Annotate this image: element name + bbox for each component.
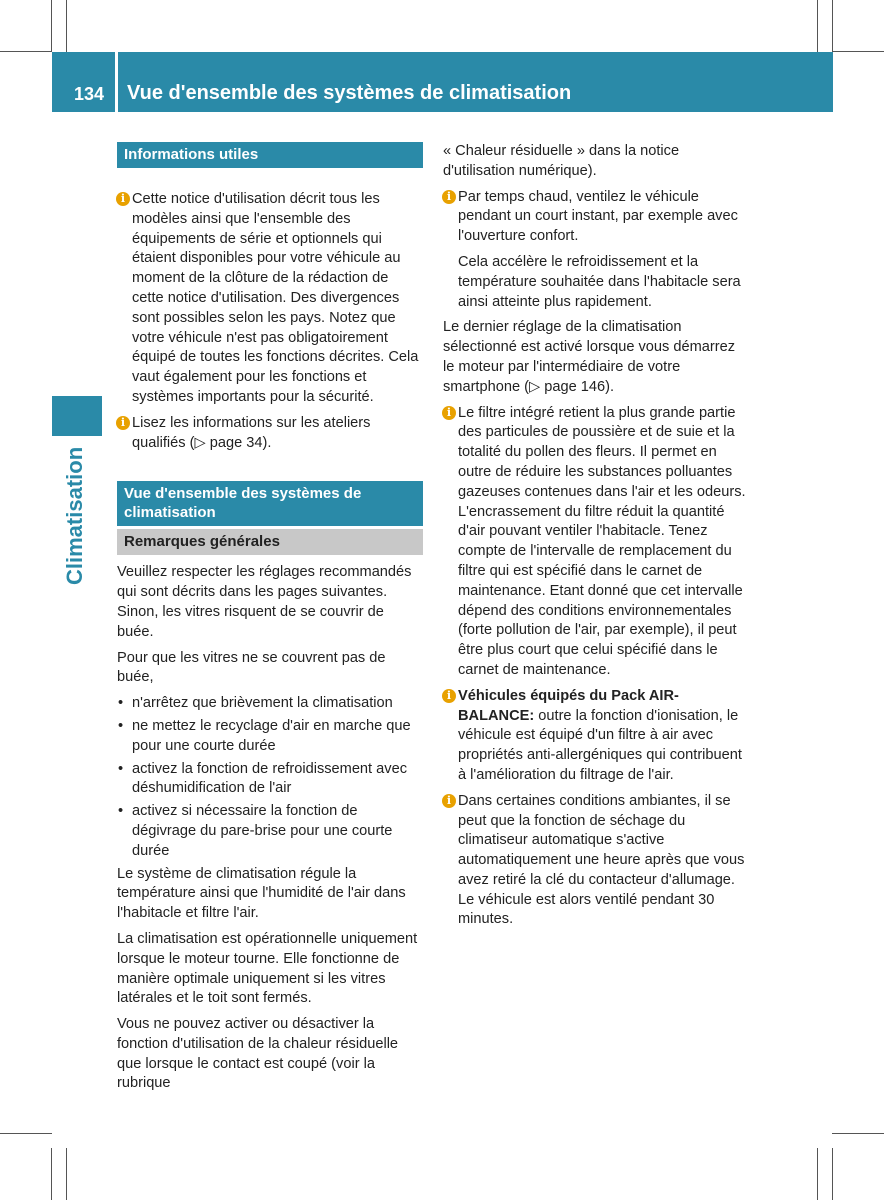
list-item: • ne mettez le recyclage d'air en marche que pour une courte durée [117, 717, 423, 757]
paragraph: Vous ne pouvez activer ou désactiver la fonction d'utilisation de la chaleur résiduelle que lorsque le contact est coupé (voir la rubrique [117, 1016, 399, 1092]
side-tab-marker [52, 396, 102, 436]
info-note [443, 792, 749, 931]
paragraph: Le dernier réglage de la climatisation sélectionné est activé lorsque vous démarrez le moteur par l'intermédiaire de votre smartphone (▷ page 146). [443, 319, 736, 395]
info-text: Le filtre intégré retient la plus grande partie des particules de poussière et de suie et la totalité du pollen des fleurs. Il permet en outre de réduire les substances polluantes gazeuses contenues dans l'air et les odeurs. L'encrassement du filtre réduit la quantité d'air pouvant ventiler l'habitacle. Tenez compte de l'intervalle de remplacement du filtre qui est spécifié dans le carnet de maintenance. Etant donné que cet intervalle dépend des conditions environnementales (forte pollution de l'air, par exemple), il peut être plus court que celui spécifié dans le carnet de maintenance. [458, 404, 746, 678]
crop-mark [51, 1148, 52, 1200]
crop-mark [0, 1133, 52, 1134]
info-text: Dans certaines conditions ambiantes, il se peut que la fonction de séchage du climatiseur automatique s'active automatiquement une heure après que vous avez retiré la clé du contacteur d'allumage. Le véhicule est alors ventilé pendant 30 minutes. [458, 792, 745, 928]
crop-mark [66, 1148, 67, 1200]
crop-mark [817, 1148, 818, 1200]
crop-mark [817, 0, 818, 52]
crop-mark [51, 0, 52, 52]
info-icon: i [116, 192, 130, 206]
info-text: Cette notice d'utilisation décrit tous les modèles ainsi que l'ensemble des équipements de série et optionnels qui étaient disponibles pour votre véhicule au moment de la clôture de la rédaction de cette notice d'utilisation. Des divergences sont possibles selon les pays. Notez que votre véhicule n'est pas obligatoirement équipé de toutes les fonctions décrites. Cela vaut également pour les fonctions et systèmes importants pour la sécurité. [132, 191, 419, 405]
info-icon: i [116, 416, 130, 430]
info-bold-lead: Véhicules équipés du Pack AIR-BALANCE: [458, 687, 679, 724]
subheading-remarques: Remarques générales [117, 529, 423, 555]
crop-mark [832, 1133, 884, 1134]
info-text: Par temps chaud, ventilez le véhicule pendant un court instant, par exemple avec l'ouverture confort. [458, 188, 738, 245]
crop-mark [0, 51, 52, 52]
info-note [443, 687, 749, 786]
info-icon: i [442, 689, 456, 703]
page-number: 134 [74, 84, 105, 104]
right-column [443, 142, 749, 936]
paragraph: Pour que les vitres ne se couvrent pas de buée, [117, 649, 386, 686]
info-icon: i [442, 794, 456, 808]
crop-mark [66, 0, 67, 52]
paragraph: « Chaleur résiduelle » dans la notice d'utilisation numérique). [443, 143, 680, 179]
info-note [443, 404, 749, 681]
left-column [117, 142, 423, 1100]
side-chapter-label: Climatisation [62, 446, 87, 585]
info-icon: i [442, 406, 456, 420]
paragraph: Veuillez respecter les réglages recommandés qui sont décrits dans les pages suivantes. Sinon, les vitres risquent de se couvrir de buée. [117, 564, 412, 640]
info-text: Lisez les informations sur les ateliers qualifiés (▷ page 34). [132, 414, 371, 451]
crop-mark [832, 0, 833, 52]
paragraph: Le système de climatisation régule la température ainsi que l'humidité de l'air dans l'habitacle et filtre l'air. [117, 865, 406, 922]
section-heading-overview: Vue d'ensemble des systèmes de climatisation [117, 481, 423, 526]
info-note [443, 188, 749, 247]
info-icon: i [442, 190, 456, 204]
page-title: Vue d'ensemble des systèmes de climatisation [127, 82, 572, 104]
list-item: • activez la fonction de refroidissement avec déshumidification de l'air [117, 760, 423, 800]
section-heading-informations: Informations utiles [117, 142, 423, 168]
header-divider [115, 52, 118, 112]
bullet-list [117, 694, 423, 861]
info-note [117, 190, 423, 408]
crop-mark [832, 51, 884, 52]
list-item: • n'arrêtez que brièvement la climatisation [117, 694, 423, 714]
info-text: outre la fonction d'ionisation, le véhicule est équipé d'un filtre à air avec propriétés anti-allergéniques qui contribuent à l'amélioration du filtrage de l'air. [458, 707, 742, 783]
crop-mark [832, 1148, 833, 1200]
list-item: • activez si nécessaire la fonction de dégivrage du pare-brise pour une courte durée [117, 802, 423, 861]
info-continuation: Cela accélère le refroidissement et la température souhaitée dans l'habitacle sera ainsi atteinte plus rapidement. [458, 253, 741, 310]
paragraph: La climatisation est opérationnelle uniquement lorsque le moteur tourne. Elle fonctionne de manière optimale uniquement si les vitres latérales et le toit sont fermés. [117, 930, 418, 1007]
info-note [117, 414, 423, 454]
